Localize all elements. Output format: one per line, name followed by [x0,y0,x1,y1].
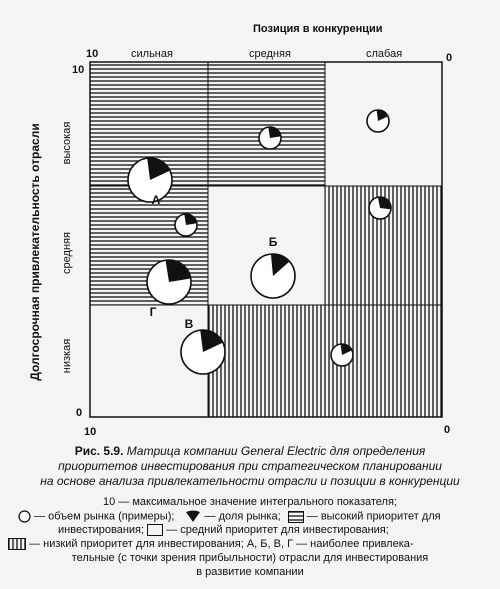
caption-title: Матрица компании General Electric для определения [126,444,426,458]
matrix-cell-high [208,62,325,186]
marker-label: А [151,193,161,207]
competition-level-weak: слабая [366,48,403,60]
bottom-right-value: 0 [444,424,451,436]
competition-axis-title: Позиция в конкуренции [253,23,383,35]
competition-level-strong: сильная [131,48,173,60]
figure-caption-line3: на основе анализа привлекательности отрасли и позиции в конкуренции [40,474,460,488]
y-axis-title: Долгосрочная привлекательность отрасли [28,123,42,381]
legend-market-volume: — объем рынка (примеры); [34,510,175,523]
legend-high-priority-cont: инвестирования; [58,524,145,536]
market-marker [259,127,281,149]
legend-line2 [18,510,441,523]
competition-level-medium: средняя [249,48,291,60]
legend-line6: тельные (с точки зрения прибыльности) отрасли для инвестирования [71,552,429,564]
marker-label: Г [149,305,157,319]
top-right-value: 0 [446,52,453,64]
circle-icon [18,510,31,523]
legend-low-priority: — низкий приоритет для инвестирования; А, Б, В, Г — наиболее привлека- [29,538,414,550]
figure-label: Рис. 5.9. [74,444,124,458]
bottom-left-value: 10 [84,426,97,438]
matrix-cells [90,62,442,417]
top-left-value: 10 [86,48,99,60]
legend-line7: в развитие компании [196,566,304,578]
market-marker [369,197,391,219]
empty-box-icon [147,524,163,536]
attractiveness-level-medium: средняя [61,232,73,274]
attractiveness-level-high: высокая [61,121,73,165]
legend-high-priority: — высокий приоритет для [306,510,441,523]
legend-line4 [8,538,414,551]
marker-label: Б [268,235,278,249]
market-marker [175,214,197,236]
legend-medium-priority: — средний приоритет для инвестирования; [166,524,389,536]
marker-label: В [184,317,194,331]
pie-slice-icon [185,510,201,523]
market-marker [367,110,389,132]
figure-caption-line2: приоритетов инвестирования при стратегическом планировании [58,459,442,473]
attractiveness-level-low: низкая [61,338,73,374]
matrix-cell-low [208,305,325,417]
figure-caption-line1 [0,444,500,458]
y-top-value: 10 [72,64,85,76]
hatch-vertical-icon [8,538,26,550]
hatch-horizontal-icon [288,511,304,523]
legend-market-share: — доля рынка; [204,510,281,523]
y-bottom-value: 0 [76,407,83,419]
legend-line1: 10 — максимальное значение интегрального показателя; [103,496,397,508]
legend-line3 [58,524,389,537]
market-marker [331,344,353,366]
